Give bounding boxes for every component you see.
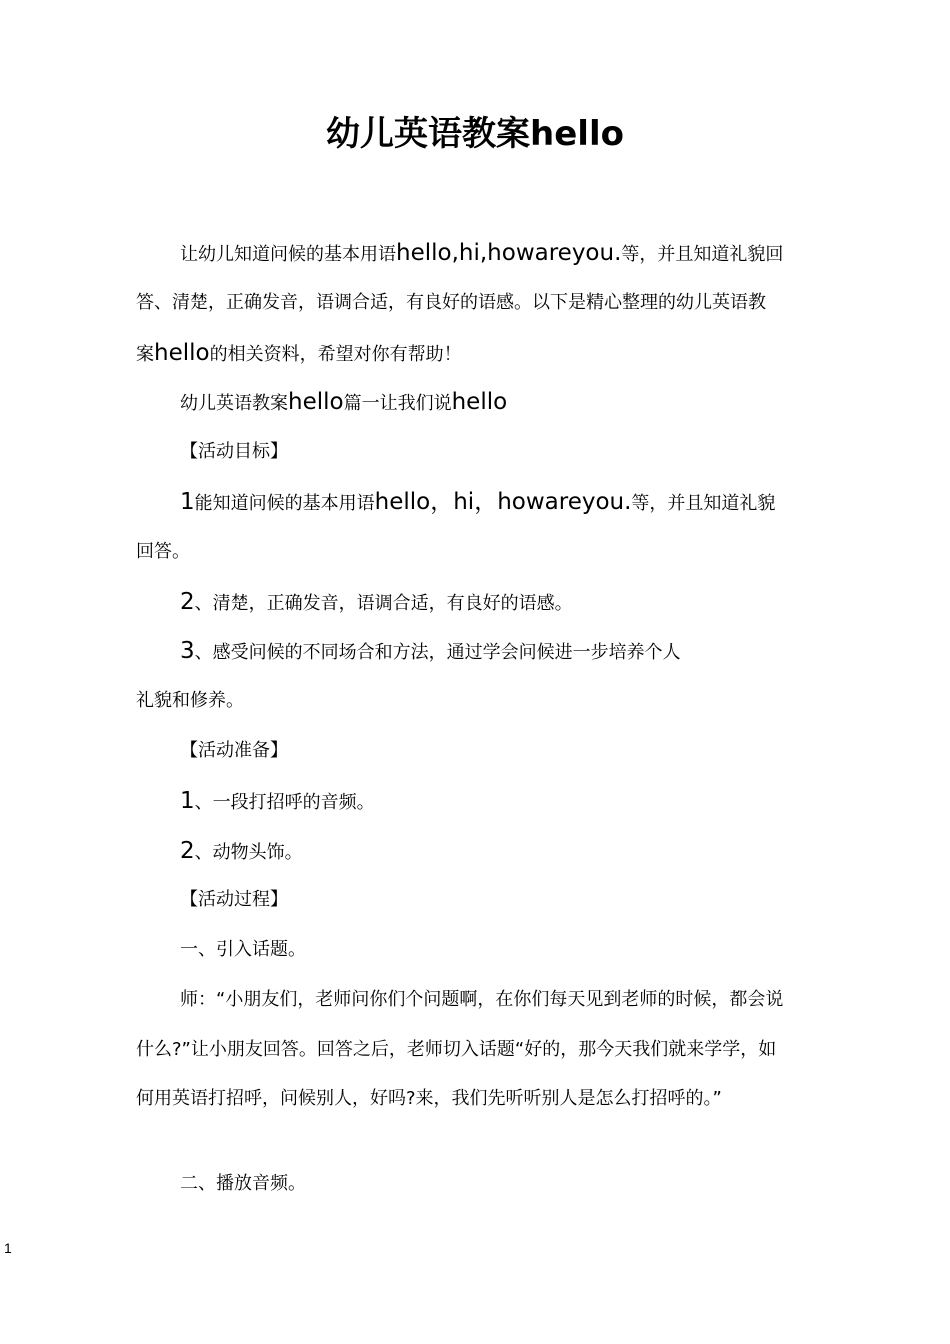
step-1: 一、引入话题。 (180, 939, 306, 960)
text: 2 (180, 589, 195, 615)
text: hello (288, 389, 344, 415)
text: 2 (180, 838, 195, 864)
teacher-line-1: 师：“小朋友们，老师问你们个问题啊，在你们每天见到老师的时候，都会说 (180, 989, 784, 1010)
document-title: 幼儿英语教案hello (326, 114, 624, 154)
text: hello，hi，howareyou. (374, 489, 632, 515)
goal-2 (136, 577, 866, 629)
prep-header: 【活动准备】 (180, 740, 288, 761)
text: 3 (180, 638, 195, 664)
text: 案 (136, 344, 154, 365)
text: 让幼儿知道问候的基本用语 (180, 244, 396, 265)
text: 篇一让我们说 (343, 393, 452, 414)
text: hello (154, 340, 210, 366)
text: hello,hi,howareyou. (396, 240, 622, 266)
text: 幼儿英语教案 (180, 393, 288, 414)
goal-1-cont: 回答。 (136, 541, 190, 562)
text: 等，并且知道礼貌回 (621, 244, 784, 265)
intro-line-2: 答、清楚，正确发音，语调合适，有良好的语感。以下是精心整理的幼儿英语教 (136, 292, 766, 313)
step-2: 二、播放音频。 (180, 1173, 306, 1194)
intro-line-1 (136, 228, 866, 280)
text: 、动物头饰。 (194, 842, 303, 863)
text: hello (451, 389, 508, 415)
teacher-line-3: 何用英语打招呼，问候别人，好吗?来，我们先听听别人是怎么打招呼的。” (136, 1088, 722, 1109)
intro-line-3 (136, 328, 822, 380)
text: 1 (180, 489, 195, 515)
process-header: 【活动过程】 (180, 889, 288, 910)
prep-2 (136, 826, 866, 878)
text: 、一段打招呼的音频。 (194, 792, 375, 813)
goal-1 (136, 477, 866, 529)
page-number: 1 (4, 1240, 12, 1256)
goals-header: 【活动目标】 (180, 441, 288, 462)
text: 等，并且知道礼貌 (631, 493, 776, 514)
text: 、清楚，正确发音，语调合适，有良好的语感。 (194, 593, 573, 614)
goal-3 (136, 626, 866, 678)
section-heading (136, 377, 866, 429)
text: 能知道问候的基本用语 (194, 493, 375, 514)
text: 、感受问候的不同场合和方法，通过学会问候进一步培养个人 (194, 642, 681, 663)
prep-1 (136, 776, 866, 828)
goal-3-cont: 礼貌和修养。 (136, 690, 244, 711)
text: 1 (180, 788, 195, 814)
text: 的相关资料，希望对你有帮助！ (209, 344, 462, 365)
teacher-line-2: 什么?”让小朋友回答。回答之后，老师切入话题“好的，那今天我们就来学学，如 (136, 1039, 777, 1060)
